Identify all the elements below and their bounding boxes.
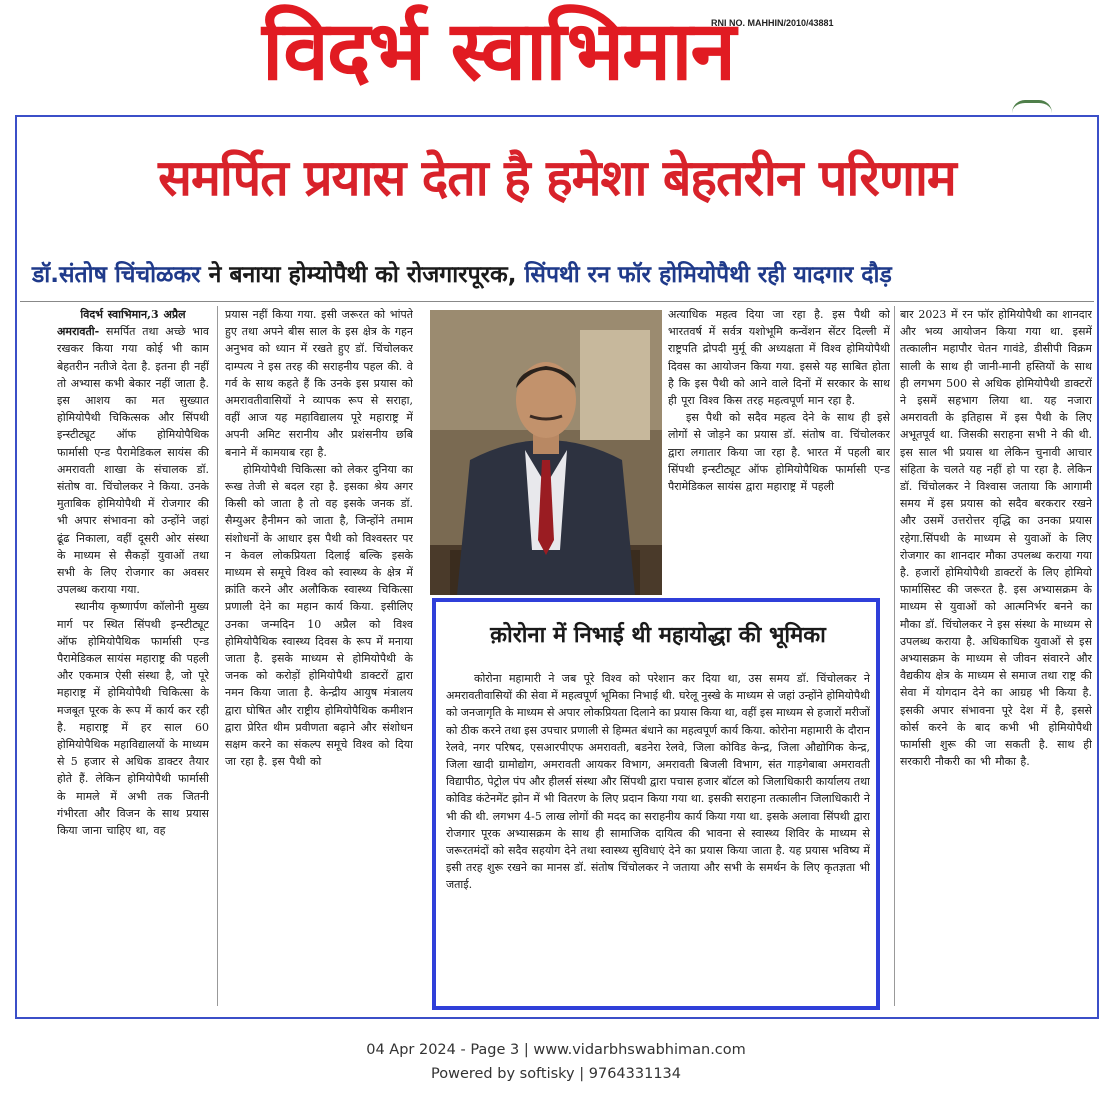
rni-number: RNI NO. MAHHIN/2010/43881 <box>711 18 834 28</box>
dateline: विदर्भ स्वाभिमान,3 अप्रैल <box>80 308 186 321</box>
page-footer <box>0 1038 1112 1086</box>
masthead <box>0 0 1112 108</box>
footer-powered-by: Powered by softisky | 9764331134 <box>430 1066 681 1082</box>
column-1 <box>57 306 209 1006</box>
column-divider <box>217 306 218 1006</box>
column-4 <box>900 306 1092 1006</box>
newspaper-title: विदर्भ स्वाभिमान <box>262 4 734 99</box>
box-title: क़ोरोना में निभाई थी महायोद्धा की भूमिका <box>490 623 826 648</box>
article-headline: समर्पित प्रयास देता है हमेशा बेहतरीन परिणाम <box>158 149 956 207</box>
col1-paragraph-2: स्थानीय कृष्णार्पण कॉलोनी मुख्य मार्ग पर स्थित सिंपथी इन्स्टीट्यूट ऑफ होमियोपैथिक फार्मासी एन्ड पैरामेडिकल सायंस महाराष्ट्र की पहली और एकमात्र ऐसी संस्था है, जो पूरे महाराष्ट्र में होमियोपैथी चिकित्सा के मजबूत पूरक के रूप में कार्य कर रही है. महाराष्ट्र में हर साल 60 होमियोपैथिक महाविद्यालयों के माध्यम से 5 हजार से अधिक डाक्टर तैयार होते हैं. लेकिन होमियोपैथी फार्मासी के मामले में अभी तक जितनी गंभीरता और विजन के साथ प्रयास किया जाना चाहिए था, वह <box>57 600 209 838</box>
subhead-middle: ने बनाया होम्योपैथी को रोजगारपूरक, <box>200 262 525 288</box>
col2-paragraph-1: प्रयास नहीं किया गया. इसी जरूरत को भांपते हुए तथा अपने बीस साल के इस क्षेत्र के गहन अनुभव को ध्यान में रखते हुए डॉ. चिंचोलकर दाम्पत्य ने इस तरह की सराहनीय पहल की. वे गर्व के साथ कहते हैं कि उनके इस प्रयास को अमरावतीवासियों ने व्यापक रूप से सराहा, वहीं आज यह महाविद्यालय पूरे महाराष्ट्र में अपनी अमिट सरानीय और प्रशंसनीय छबि बनाने में कामयाब रहा है. <box>225 308 413 459</box>
subhead-divider <box>20 301 1094 302</box>
footer-date-url: 04 Apr 2024 - Page 3 | www.vidarbhswabhiman.com <box>366 1042 746 1058</box>
place-name: अमरावती- <box>57 325 100 339</box>
column-2 <box>225 306 413 1010</box>
col3-paragraph-2: इस पैथी को सदैव महत्व देने के साथ ही इसे लोगों से जोड़ने का प्रयास डॉ. संतोष वा. चिंचोलकर द्वारा लगातार किया जा रहा है. भारत में पहली बार सिंपथी इन्स्टीट्यूट ऑफ होमियोपैथिक फार्मासी एन्ड पैरामेडिकल सायंस द्वारा महाराष्ट्र में पहली <box>668 411 890 494</box>
column-3 <box>668 306 890 594</box>
emblem-icon <box>1012 100 1052 113</box>
column-divider <box>894 306 895 1006</box>
subhead-highlight: सिंपथी रन फॉर होमियोपैथी रही यादगार दौड़ <box>524 262 892 288</box>
col4-paragraph-1: बार 2023 में रन फॉर होमियोपैथी का शानदार और भव्य आयोजन किया गया था. इसमें तत्कालीन महापौर चेतन गावंडे, डीसीपी विक्रम साली के साथ ही जानी-मानी हस्तियों के साथ ही लगभग 500 से अधिक होमियोपैथी डाक्टरों ने इसमें सहभाग लिया था. यह नजारा अमरावती के इतिहास में इस पैथी के लिए अभूतपूर्व था. जिसकी सराहना सभी ने की थी. इस साल भी प्रयास था लेकिन चुनावी आचार संहिता के चलते यह नहीं हो पा रहा है. लेकिन डॉ. चिंचोलकर ने विश्वास जताया कि आगामी समय में इस प्रयास को सदैव बरकरार रखने और उसमें उत्तरोत्तर वृद्धि का उनका प्रयास रहेगा.सिंपथी के माध्यम से युवाओं के लिए रोजगार का शानदार मौका उपलब्ध कराया गया है. हजारों होमियोपैथी डाक्टरों के लिए होमियो फार्मासिस्ट की जरूरत है. इस अभ्यासक्रम के माध्यम से युवाओं को आत्मनिर्भर बनने का मौका डॉ. चिंचोलकर ने इस संस्था के माध्यम से उपलब्ध कराया है. अधिकाधिक युवाओं से इस अभ्यासक्रम के माध्यम से जीवन संवारने और वैद्यकीय क्षेत्र के माध्यम से समाज तथा राष्ट्र की सेवा में योगदान देने का आग्रह भी किया है. इसकी अपार संभावना पूरे देश में है, इससे कोर्स करने के बाद कभी भी होमियोपैथी फार्मासी शुरू की जा सकती है. साथ ही सरकारी नौकरी का भी मौका है. <box>900 308 1092 769</box>
portrait-illustration <box>430 310 662 595</box>
box-body: कोरोना महामारी ने जब पूरे विश्व को परेशान कर दिया था, उस समय डॉ. चिंचोलकर ने अमरावतीवासियों की सेवा में महत्वपूर्ण भूमिका निभाई थी. घरेलू नुस्खे के माध्यम से जहां उन्होंने होमियोपैथी को जनजागृति के माध्यम से अपार लोकप्रियता दिलाने का प्रयास किया था, वहीं इस माध्यम से हजारों मरीजों को ठीक करने तथा इस उपचार प्रणाली से हिम्मत बंधाने का महत्वपूर्ण कार्य किया. कोरोना महामारी के दौरान रेलवे, नगर परिषद, एसआरपीएफ अमरावती, बडनेरा रेलवे, जिला कोविड केन्द्र, जिला औद्योगिक केन्द्र, जिला खादी ग्रामोद्योग, अमरावती आयकर विभाग, अमरावती बिजली विभाग, संत गाड़गेबाबा अमरावती विद्यापीठ, पेट्रोल पंप और हीलर्स संस्था और सिंपथी द्वारा पचास हजार बॉटल को जिलाधिकारी कार्यालय तथा कोविड कंटेनमेंट झोन में भी वितरण के लिए प्रदान किया गया था. इसकी सराहना तत्कालीन जिलाधिकारी ने भी की थी. लगभग 4-5 लाख लोगों की मदद का सराहनीय कार्य किया गया था. इसके अलावा सिंपथी द्वारा रोजगार पूरक अभ्यासक्रम के साथ ही सामाजिक दायित्व की भावना से स्वास्थ्य शिविर के माध्यम से जरूरतमंदों को सदैव सहयोग देने तथा स्वास्थ्य सुविधाएं देने का प्रयास किया जाता है. यह प्रयास भविष्य में इसी तरह शुरू रखने का मानस डॉ. संतोष चिंचोलकर ने जताया और सभी के समर्थन के लिए कृतज्ञता भी जताई. <box>446 672 870 892</box>
col1-paragraph-1: अमरावती- समर्पित तथा अच्छे भाव रखकर किया गया कोई भी काम बेहतरीन नतीजे देता है. इतना ही नहीं तो अभ्यास कभी बेकार नहीं जाता है. इस आशय का मत सुख्यात होमियोपैथी चिकित्सक और सिंपथी इन्स्टीट्यूट ऑफ होमियोपैथिक फार्मासी एन्ड पैरामेडिकल सायंस की अमरावती शाखा के संचालक डॉ. संतोष वा. चिंचोलकर ने किया. उनके मुताबिक होमियोपैथी में रोजगार की भी अपार संभावना को उन्होंने जहां ढूंढ निकाला, वहीं दूसरी ओर संस्था के माध्यम से सैकड़ों युवाओं तथा सभी के लिए रोजगार का अवसर उपलब्ध कराया गया. <box>57 325 209 597</box>
corona-sidebar-box <box>432 598 880 1010</box>
subhead-name: डॉ.संतोष चिंचोळकर <box>32 262 201 288</box>
col2-paragraph-2: होमियोपैथी चिकित्सा को लेकर दुनिया का रूख तेजी से बदल रहा है. इसका श्रेय अगर किसी को जाता है तो वह इसके जनक डॉ. सैम्युअर हैनीमन को जाता है, जिन्होंने तमाम संशोधनों के आधार इस पैथी को विश्वस्तर पर न केवल लोकप्रियता दिलाई बल्कि इसके माध्यम से समूचे विश्व को स्वास्थ्य के क्षेत्र में क्रांति करने और अलौकिक स्वास्थ्य चिकित्सा प्रणाली देने का महान कार्य किया. इसीलिए उनका जन्मदिन 10 अप्रैल को विश्व होमियोपैथिक स्वास्थ्य दिवस के रूप में मनाया जाता है. इसके माध्यम से होमियोपैथी के जनक को करोड़ों होमियोपैथी डाक्टरों द्वारा नमन किया जाता है. केन्द्रीय आयुष मंत्रालय द्वारा घोषित और राष्ट्रीय होमियोपैथिक कमीशन द्वारा प्रेरित थीम प्रवीणता बढ़ाने और संशोधन सक्षम करने का संकल्प समूचे विश्व को दिया जा रहा है. इस पैथी को <box>225 462 413 769</box>
col3-paragraph-1: अत्याधिक महत्व दिया जा रहा है. इस पैथी को भारतवर्ष में सर्वत्र यशोभूमि कन्वेंशन सेंटर दिल्ली में राष्ट्रपति द्रोपदी मुर्मू की अध्यक्षता में विश्व होमियोपैथी दिवस का आयोजन किया गया. इससे यह साबित होता है कि इस पैथी को आने वाले दिनों में सरकार के साथ ही पूरा विश्व किस तरह महत्वपूर्ण मान रहा है. <box>668 308 890 408</box>
article-subhead <box>32 252 1102 298</box>
doctor-photo <box>430 310 662 595</box>
